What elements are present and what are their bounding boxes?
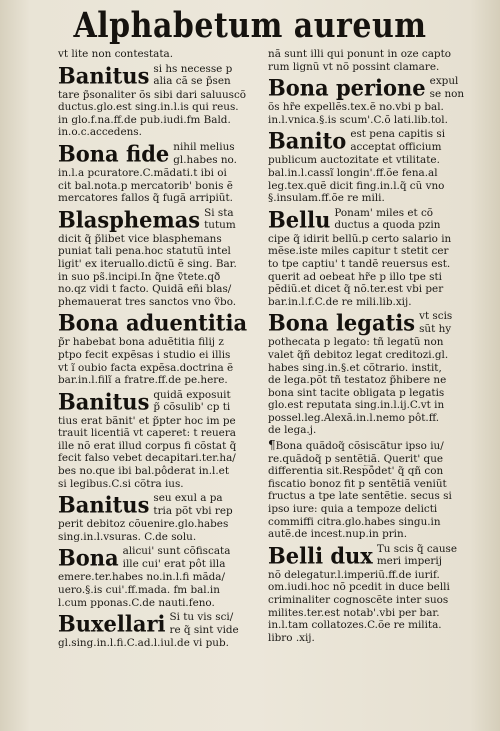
text-line: no.qz vidi t facto. Quidã eñi blas/ <box>58 283 232 296</box>
text-line: gl.sing.in.l.fi.C.ad.l.iul.de vi pub. <box>58 637 229 650</box>
heading-side-text <box>173 141 237 166</box>
text-line: in.l.vnica.§.is scum'.C.õ lati.lib.tol. <box>268 113 448 126</box>
text-line: acceptat officium <box>350 140 442 153</box>
text-line: seu exul a pa <box>153 492 223 505</box>
text-line: cipe q̃ idirit bellũ.p certo salario in <box>268 232 452 245</box>
text-line: tius erat bãnit' et p̃pter hoc im pe <box>58 414 236 427</box>
text-line: mercatores fallos q̃ fugã arripiũt. <box>58 192 233 205</box>
entry-heading-row <box>268 543 482 569</box>
text-line: uero.§.is cui'.ff.mada. fm bal.in <box>58 584 220 597</box>
left-entry-bona <box>58 545 260 609</box>
text-line: om.iudi.hoc nõ pcedit in duce belli <box>268 581 450 594</box>
entry-heading-row <box>58 611 260 637</box>
text-line: p̃ cõsulib' cp ti <box>153 401 231 414</box>
text-line: pẽdiũ.et dicet q̃ nõ.ter.est vbi per <box>268 283 444 296</box>
text-line: mẽse.iste miles capitur t stetit cer <box>268 245 449 258</box>
text-line: glo.est reputata sing.in.l.ij.C.vt in <box>268 399 445 412</box>
text-line: perit debitoz cõuenire.glo.habes <box>58 518 229 531</box>
entry-heading-row <box>58 310 260 336</box>
text-line: in suo ps̃.incipi.In q̃ne ṽtete.qð <box>58 270 221 283</box>
left-entry-buxellari <box>58 611 260 650</box>
left-entry-banitus-1 <box>58 63 260 139</box>
text-line: tria põt vbi rep <box>153 504 233 517</box>
text-line: tare p̃sonaliter õs sibi dari saluuscõ <box>58 88 247 101</box>
text-line: to tpe captiu' t tandẽ reuersus est. <box>268 257 451 270</box>
heading-side-text <box>419 310 452 335</box>
heading-side-text <box>123 545 231 570</box>
heading-side-text <box>204 207 236 232</box>
left-column <box>58 46 260 650</box>
right-entry-banito <box>268 128 482 204</box>
left-entry-banitus-3 <box>58 492 260 543</box>
entry-heading-row <box>58 545 260 571</box>
text-line: l.cum pponas.C.de nauti.feno. <box>58 596 215 609</box>
text-line: valet q̃ñ debitoz legat creditozi.gl. <box>268 348 449 361</box>
right-entry-belli-dux <box>268 543 482 645</box>
text-line: ductus.glo.est sing.in.l.is qui reus. <box>58 101 239 114</box>
entry-headword: Buxellari <box>58 610 166 637</box>
text-line: in.o.c.accedens. <box>58 126 142 139</box>
text-line: autẽ.de incest.nup.in prin. <box>268 528 408 541</box>
heading-side-text <box>153 492 232 517</box>
entry-headword: Bellu <box>268 206 331 233</box>
heading-side-text <box>153 63 232 88</box>
left-entry-blasphemas <box>58 207 260 309</box>
text-line: emere.ter.habes no.in.l.fi mãda/ <box>58 571 225 584</box>
right-entry-bona-perione <box>268 75 482 126</box>
text-line: dicit q̃ p̃libet vice blasphemans <box>58 232 222 245</box>
text-line: in glo.f.na.ff.de pub.iudi.fm Bald. <box>58 113 231 126</box>
entry-headword: Blasphemas <box>58 206 201 233</box>
text-line: vt ĩ oubio facta expẽsa.doctrina ẽ <box>58 361 234 374</box>
text-line: querit ad oebeat hr̃e p illo tpe sti <box>268 270 442 283</box>
text-line: rum lignũ vt nõ possint clamare. <box>268 60 440 73</box>
text-line: p̃r habebat bona aduẽtitia filij z <box>58 336 224 349</box>
right-entry-0 <box>268 48 482 73</box>
entry-heading-row <box>58 207 260 233</box>
text-line: est pena capitis si <box>350 128 446 141</box>
entry-headword: Bona fide <box>58 140 170 167</box>
paragraph-line <box>268 439 482 453</box>
text-line: habes sing.in.§.et cõtrario. instit, <box>268 361 442 374</box>
text-line: fructus a tpe late sentẽtie. secus si <box>268 490 452 503</box>
text-line: meri imperij <box>376 555 442 568</box>
text-line: ligit' ex iteruallo.dictũ ẽ sing. Bar. <box>58 257 237 270</box>
text-line: sing.in.l.vsuras. C.de solu. <box>58 530 197 543</box>
text-line: bes no.que ibi bal.pôderat in.l.et <box>58 465 229 478</box>
left-entry-bona-aduentitia <box>58 310 260 386</box>
text-line: vt scis <box>419 310 453 323</box>
right-column <box>268 46 482 644</box>
text-line: alia cã se p̃sen <box>153 75 231 88</box>
text-line: pt̃po fecit expẽsas i studio ei illis <box>58 348 231 361</box>
text-line: de lega.põt tñ testatoz p̃hibere ne <box>268 374 447 387</box>
text-line: Bona quãdoq̃ cõsiscãtur ipso iu/ <box>275 440 444 453</box>
text-line: leg.tex.quẽ dicit fing.in.l.q̃ cũ vno <box>268 179 445 192</box>
entry-headword: Banitus <box>58 388 150 415</box>
text-line: bar.in.l.filĩ a fratre.ff.de pe.here. <box>58 374 228 387</box>
entry-headword: Bona aduentitia <box>58 309 248 336</box>
text-line: õs hr̃e expellẽs.tex.ẽ no.vbi p bal. <box>268 101 444 114</box>
text-line: §.insulam.ff.õe re mili. <box>268 192 385 205</box>
text-line: vt lite non contestata. <box>58 48 174 60</box>
text-line: re q̃ sint vide <box>169 623 239 636</box>
text-line: se non <box>429 87 465 100</box>
text-line: ille nõ erat illud corpus fi cõstat q̃ <box>58 439 237 452</box>
text-line: si hs necesse p <box>153 62 233 75</box>
text-line: publicum auctozitate et vtilitate. <box>268 154 440 167</box>
entry-headword: Belli dux <box>268 542 373 569</box>
text-line: differentia sit.Resp͡õdet' q̃ qñ con <box>268 465 444 478</box>
text-line: in.l.tam collatozes.C.õe re milita. <box>268 619 442 632</box>
text-line: in.l.a pcuratore.C.mãdati.t ibi oi <box>58 166 227 179</box>
heading-side-text <box>377 543 457 568</box>
text-line: ductus a quoda pzin <box>334 219 441 232</box>
right-entry-bellu <box>268 207 482 309</box>
heading-side-text <box>153 389 230 414</box>
entry-headword: Banitus <box>58 491 150 518</box>
text-line: bal.in.l.cassĩ longin'.ff.õe fena.al <box>268 166 438 179</box>
text-line: Si sta <box>204 206 234 219</box>
heading-side-text <box>334 207 440 232</box>
page-title: Alphabetum aureum <box>73 6 427 47</box>
text-line: sũt hy <box>419 322 452 335</box>
entry-headword: Bona perione <box>268 74 426 101</box>
text-line: Tu scis q̃ cause <box>376 542 458 555</box>
entry-heading-row <box>58 389 260 415</box>
text-line: cit bal.nota.p mercatorib' bonis ẽ <box>58 179 233 192</box>
text-line: alicui' sunt cõfiscata <box>122 545 231 558</box>
text-line: gl.habes no. <box>173 153 237 166</box>
text-line: de lega.j. <box>268 424 317 437</box>
text-line: Si tu vis sci/ <box>169 611 234 624</box>
right-entry-bona-confiscatur <box>268 439 482 541</box>
heading-side-text <box>170 611 239 636</box>
text-line: criminaliter cognoscẽte inter suos <box>268 594 449 606</box>
left-entry-0 <box>58 48 260 61</box>
text-line: fiscatio bonoz fit p sentẽtiã veniũt <box>268 477 447 490</box>
text-line: libro .xij. <box>268 631 315 644</box>
text-line: possel.leg.Alexã.in.l.nemo pôt.ff. <box>268 411 440 424</box>
entry-headword: Bona legatis <box>268 309 416 336</box>
entry-headword: Banito <box>268 127 347 154</box>
text-line: nã sunt illi qui ponunt in oze capto <box>268 48 452 60</box>
text-line: trauit licentiã vt caperet: t reuera <box>58 427 236 440</box>
text-line: commiffi citra.glo.habes singu.in <box>268 515 441 528</box>
entry-heading-row <box>58 63 260 89</box>
heading-side-text <box>430 75 464 100</box>
text-line: fecit falso vebet decapitari.ter.ha/ <box>58 452 236 465</box>
right-entry-bona-legatis <box>268 310 482 437</box>
text-line: nihil melius <box>173 140 235 153</box>
entry-heading-row <box>58 492 260 518</box>
text-line: bar.in.l.f.C.de re mili.lib.xij. <box>268 295 412 308</box>
entry-heading-row <box>268 310 482 336</box>
text-line: milites.ter.est notab'.vbi per bar. <box>268 606 440 619</box>
text-line: quidã exposuit <box>153 388 231 401</box>
text-line: Ponam' miles et cõ <box>334 206 434 219</box>
pilcrow-mark: ¶ <box>268 439 276 453</box>
text-line: tutum <box>204 219 236 232</box>
left-entry-banitus-2 <box>58 389 260 491</box>
text-line: pothecata p legato: tñ legatũ non <box>268 336 444 349</box>
text-line: phemauerat tres sanctos vno ṽbo. <box>58 295 237 308</box>
text-line: puniat tali pena.hoc statutũ intel <box>58 245 231 258</box>
text-line: ipso iure: quia a tempoze delicti <box>268 503 438 516</box>
entry-heading-row <box>268 207 482 233</box>
entry-headword: Banitus <box>58 61 150 89</box>
text-line: nõ delegatur.l.imperiũ.ff.de iurif. <box>268 568 440 581</box>
left-entry-bona-fide <box>58 141 260 205</box>
text-line: si legibus.C.si cõtra ius. <box>58 477 184 490</box>
entry-heading-row <box>58 141 260 167</box>
heading-side-text <box>350 128 445 153</box>
entry-headword: Bona <box>58 544 119 572</box>
text-line: bona sint tacite obligata p legatis <box>268 386 445 399</box>
entry-heading-row <box>268 128 482 154</box>
text-line: expul <box>429 75 459 88</box>
text-line: re.quãdoq̃ p sentẽtiã. Querit' que <box>268 452 444 465</box>
text-line: ille cui' erat pôt illa <box>122 558 226 571</box>
entry-heading-row <box>268 75 482 101</box>
